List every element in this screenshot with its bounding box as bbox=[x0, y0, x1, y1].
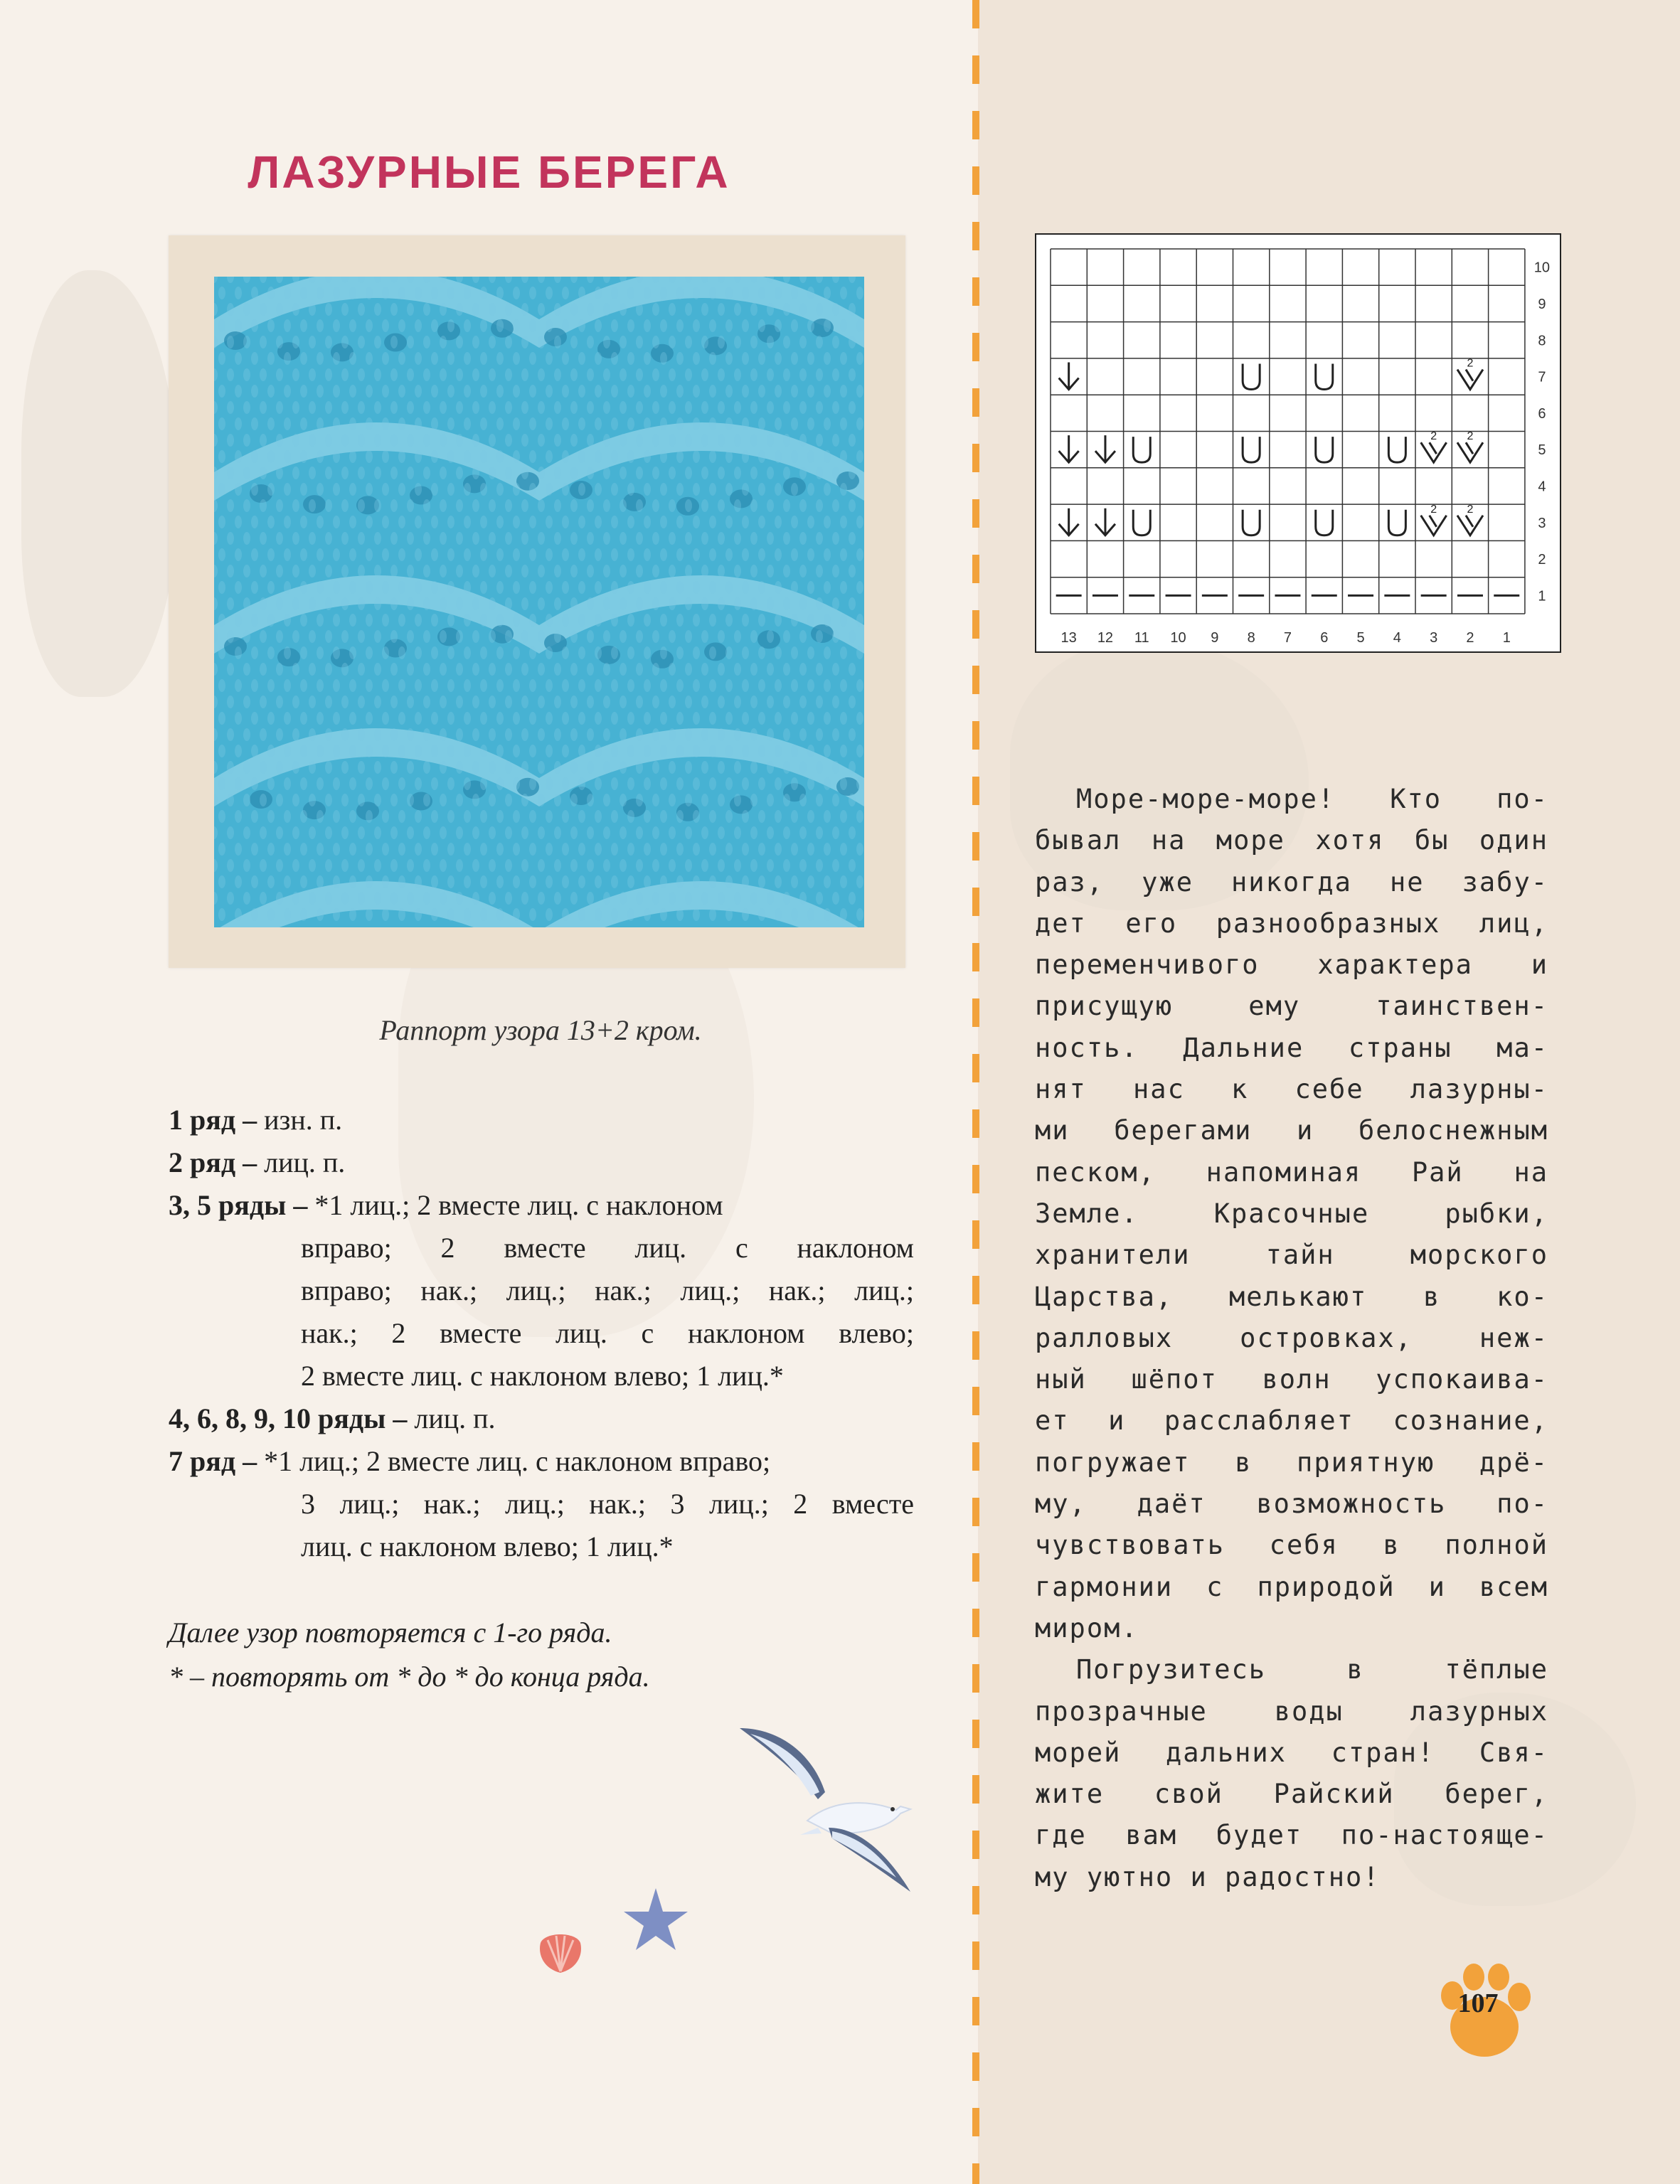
story-line: гармонии с природой и всем bbox=[1035, 1571, 1548, 1602]
story-line: хранители тайн морского bbox=[1035, 1240, 1548, 1271]
pattern-repeat-caption: Раппорт узора 13+2 кром. bbox=[379, 1014, 702, 1046]
yarn-over-symbol bbox=[1388, 510, 1405, 536]
row-text-line: 3 лиц.; нак.; лиц.; нак.; 3 лиц.; 2 вместе bbox=[301, 1488, 914, 1520]
k2tog-right-symbol bbox=[1059, 508, 1079, 536]
row-label: 10 bbox=[1533, 260, 1551, 276]
story-line: дет его разнообразных лиц, bbox=[1035, 907, 1548, 939]
row-label: 7 bbox=[1538, 369, 1546, 385]
k2tog-left-symbol bbox=[1457, 442, 1483, 462]
column-label: 12 bbox=[1097, 630, 1114, 646]
note-line: Далее узор повторяется с 1-го ряда. bbox=[169, 1616, 612, 1648]
yarn-over-symbol bbox=[1243, 364, 1260, 390]
row-text-line: 2 вместе лиц. с наклоном влево; 1 лиц.* bbox=[301, 1360, 784, 1392]
story-line: переменчивого характера и bbox=[1035, 949, 1548, 981]
row-text-line: нак.; 2 вместе лиц. с наклоном влево; bbox=[301, 1317, 914, 1349]
knit-texture bbox=[214, 277, 864, 927]
story-line: ми берегами и белоснежным bbox=[1035, 1115, 1548, 1146]
column-label: 3 bbox=[1430, 630, 1438, 646]
knitting-chart bbox=[1035, 233, 1561, 653]
column-label: 6 bbox=[1320, 630, 1329, 646]
story-paragraph bbox=[1035, 1649, 1548, 1898]
yarn-over-symbol bbox=[1316, 364, 1333, 390]
starfish-icon bbox=[620, 1885, 691, 1956]
story-line: му уютно и радостно! bbox=[1035, 1861, 1381, 1892]
yarn-over-symbol bbox=[1316, 437, 1333, 462]
row-text-line: вправо; нак.; лиц.; нак.; лиц.; нак.; лиц.; bbox=[301, 1274, 914, 1306]
instruction-row bbox=[169, 1141, 914, 1184]
story-line: где вам будет по-настояще- bbox=[1035, 1820, 1548, 1851]
row-label: 6 bbox=[1538, 405, 1546, 422]
row-text-line: вправо; 2 вместе лиц. с наклоном bbox=[301, 1232, 914, 1264]
knitting-sample-photo bbox=[214, 277, 864, 927]
stitch-count-label: 2 bbox=[1467, 430, 1474, 443]
stitch-count-label: 2 bbox=[1467, 503, 1474, 516]
column-divider bbox=[972, 0, 979, 2184]
map-decoration bbox=[21, 270, 178, 697]
instruction-row bbox=[169, 1440, 914, 1568]
story-line: ный шёпот волн успокаива- bbox=[1035, 1364, 1548, 1395]
story-line: чувствовать себя в полной bbox=[1035, 1530, 1548, 1561]
story-line: прозрачные воды лазурных bbox=[1035, 1695, 1548, 1727]
stitch-count-label: 2 bbox=[1467, 357, 1474, 370]
story-line: жите свой Райский берег, bbox=[1035, 1779, 1548, 1810]
story-line: ралловых островках, неж- bbox=[1035, 1322, 1548, 1353]
row-label: 1 bbox=[1538, 588, 1546, 604]
story-line: присущую ему таинствен- bbox=[1035, 991, 1548, 1022]
row-text: изн. п. bbox=[264, 1104, 343, 1136]
story-line: раз, уже никогда не забу- bbox=[1035, 866, 1548, 897]
story-line: ет и расслабляет сознание, bbox=[1035, 1405, 1548, 1437]
story-line: нят нас к себе лазурны- bbox=[1035, 1074, 1548, 1105]
k2tog-left-symbol bbox=[1457, 516, 1483, 536]
row-number: 3, 5 ряды – bbox=[169, 1189, 308, 1221]
column-label: 2 bbox=[1466, 630, 1474, 646]
stitch-count-label: 2 bbox=[1430, 503, 1437, 516]
yarn-over-symbol bbox=[1133, 437, 1150, 462]
yarn-over-symbol bbox=[1388, 437, 1405, 462]
yarn-over-symbol bbox=[1133, 510, 1150, 536]
column-label: 4 bbox=[1393, 630, 1401, 646]
row-number: 1 ряд – bbox=[169, 1104, 257, 1136]
yarn-over-symbol bbox=[1243, 510, 1260, 536]
row-number: 7 ряд – bbox=[169, 1445, 257, 1477]
page-number: 107 bbox=[1457, 1988, 1499, 2018]
row-label: 5 bbox=[1538, 442, 1546, 459]
row-text-line: лиц. с наклоном влево; 1 лиц.* bbox=[301, 1530, 674, 1562]
row-label: 8 bbox=[1538, 333, 1546, 349]
row-text-line: *1 лиц.; 2 вместе лиц. с наклоном вправо; bbox=[264, 1445, 771, 1477]
story-line: Море-море-море! Кто по- bbox=[1076, 784, 1548, 814]
yarn-over-symbol bbox=[1316, 510, 1333, 536]
note-line: * – повторять от * до * до конца ряда. bbox=[169, 1661, 650, 1693]
column-label: 1 bbox=[1502, 630, 1511, 646]
row-number: 4, 6, 8, 9, 10 ряды – bbox=[169, 1402, 408, 1434]
column-label: 8 bbox=[1247, 630, 1255, 646]
story-line: погружает в приятную дрё- bbox=[1035, 1447, 1548, 1478]
photo-frame bbox=[169, 235, 905, 968]
column-label: 5 bbox=[1356, 630, 1365, 646]
k2tog-left-symbol bbox=[1421, 442, 1447, 462]
instruction-row bbox=[169, 1184, 914, 1397]
knitting-chart-grid bbox=[1036, 235, 1560, 651]
row-text-line: *1 лиц.; 2 вместе лиц. с наклоном bbox=[314, 1189, 723, 1221]
notes bbox=[169, 1611, 914, 1699]
row-text: лиц. п. bbox=[414, 1402, 496, 1434]
story-line: бывал на море хотя бы один bbox=[1035, 825, 1548, 856]
k2tog-right-symbol bbox=[1059, 363, 1079, 390]
instruction-row bbox=[169, 1099, 914, 1141]
story-line: Земле. Красочные рыбки, bbox=[1035, 1198, 1548, 1229]
story-line: морей дальних стран! Свя- bbox=[1035, 1737, 1548, 1768]
k2tog-right-symbol bbox=[1095, 508, 1115, 536]
k2tog-right-symbol bbox=[1059, 435, 1079, 462]
seashell-icon bbox=[535, 1926, 586, 1977]
column-label: 7 bbox=[1283, 630, 1292, 646]
story-paragraph bbox=[1035, 779, 1548, 1649]
k2tog-left-symbol bbox=[1457, 370, 1483, 390]
story-line: миром. bbox=[1035, 1612, 1139, 1644]
story-line: ность. Дальние страны ма- bbox=[1035, 1032, 1548, 1063]
column-label: 11 bbox=[1134, 630, 1149, 646]
story-text bbox=[1035, 779, 1548, 1898]
instruction-row bbox=[169, 1397, 914, 1440]
story-line: Погрузитесь в тёплые bbox=[1076, 1654, 1548, 1685]
row-label: 2 bbox=[1538, 552, 1546, 568]
k2tog-left-symbol bbox=[1421, 516, 1447, 536]
row-number: 2 ряд – bbox=[169, 1146, 257, 1178]
story-line: Царства, мелькают в ко- bbox=[1035, 1281, 1548, 1312]
row-text: лиц. п. bbox=[264, 1146, 346, 1178]
row-label: 4 bbox=[1538, 479, 1546, 495]
column-label: 9 bbox=[1211, 630, 1219, 646]
column-label: 13 bbox=[1060, 630, 1077, 646]
k2tog-right-symbol bbox=[1095, 435, 1115, 462]
row-label: 3 bbox=[1538, 515, 1546, 531]
story-line: му, даёт возможность по- bbox=[1035, 1488, 1548, 1520]
column-label: 10 bbox=[1170, 630, 1186, 646]
row-label: 9 bbox=[1538, 296, 1546, 312]
seagull-icon bbox=[733, 1721, 925, 1899]
page-title: ЛАЗУРНЫЕ БЕРЕГА bbox=[248, 147, 730, 198]
stitch-count-label: 2 bbox=[1430, 430, 1437, 443]
yarn-over-symbol bbox=[1243, 437, 1260, 462]
row-instructions bbox=[169, 1099, 914, 1568]
story-line: песком, напоминая Рай на bbox=[1035, 1156, 1548, 1188]
